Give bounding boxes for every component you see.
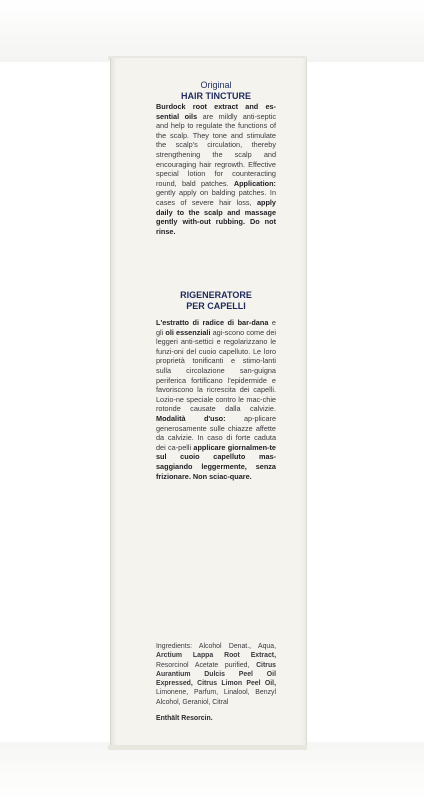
text-run: Citrus Aurantium Dulcis Peel Oil Expressed, Citrus Limon Peel Oil,	[156, 661, 276, 688]
background-bottom	[0, 742, 424, 800]
text-run: and es-sential oils	[156, 102, 276, 121]
text-run: Limonene, Parfum, Linalool, Benzyl Alcohol, Geraniol, Citral	[156, 689, 276, 706]
text-run: applicare giornalmen-te sul cuoio capelluto mas-saggiando leggermente, senza frizionare. Non sciac-quare.	[156, 442, 276, 481]
italian-section	[156, 290, 276, 481]
text-run: Modalità d'uso:	[156, 413, 226, 423]
english-title-line2: HAIR TINCTURE	[181, 91, 251, 101]
text-run: Arctium Lappa Root Extract,	[156, 652, 276, 660]
italian-title-line1: RIGENERATORE	[180, 290, 252, 300]
box-bottom-edge	[108, 745, 307, 750]
text-run: oli essenziali	[165, 327, 211, 337]
text-run: agi-scono come dei leggeri anti-settici e regolarizzano le funzi-oni del cuoio capelluto. Le loro proprietà tonificanti e stimo-lanti sulla circolazione san-guigna periferica fortificano l'epidermide e favoriscono la ricrescita dei capelli. Lozio-ne speciale contro le mac-chie rotonde causate dalla calvizie.	[156, 327, 276, 414]
text-run: Burdock root extract	[156, 102, 239, 111]
english-title-line1: Original	[200, 80, 232, 90]
text-run: Application:	[233, 178, 276, 188]
ingredients-list	[156, 642, 276, 707]
italian-title-line2: PER CAPELLI	[186, 301, 246, 311]
text-run: e gli	[156, 318, 276, 337]
text-run: ap-plicare generosamente sulle chiazze affette da calvizie. In caso di forte caduta dei ca-pelli	[156, 413, 276, 452]
english-section	[156, 80, 276, 236]
text-run: apply daily to the scalp and massage gently with-out rubbing. Do not rinse.	[156, 197, 276, 236]
english-description	[156, 102, 276, 236]
text-run: Resorcinol Acetate purified,	[156, 661, 257, 669]
resorcin-note: Enthält Resorcin.	[156, 715, 213, 723]
text-run: are mildly anti-septic and help to regulate the functions of the scalp. They tone and stimulate the scalp's circulation, thereby strengthening the scalp and encouraging hair regrowth. Effective special lotion for counteracting round, bald patches.	[156, 111, 276, 188]
background-top	[0, 0, 424, 62]
ingredients-section	[156, 642, 276, 722]
italian-description	[156, 318, 276, 481]
text-run: L'estratto di radice di bar-dana	[156, 318, 269, 327]
text-run: Ingredients: Alcohol Denat., Aqua,	[156, 643, 276, 650]
text-run: gently apply on balding patches. In cases of severe hair loss,	[156, 188, 276, 207]
